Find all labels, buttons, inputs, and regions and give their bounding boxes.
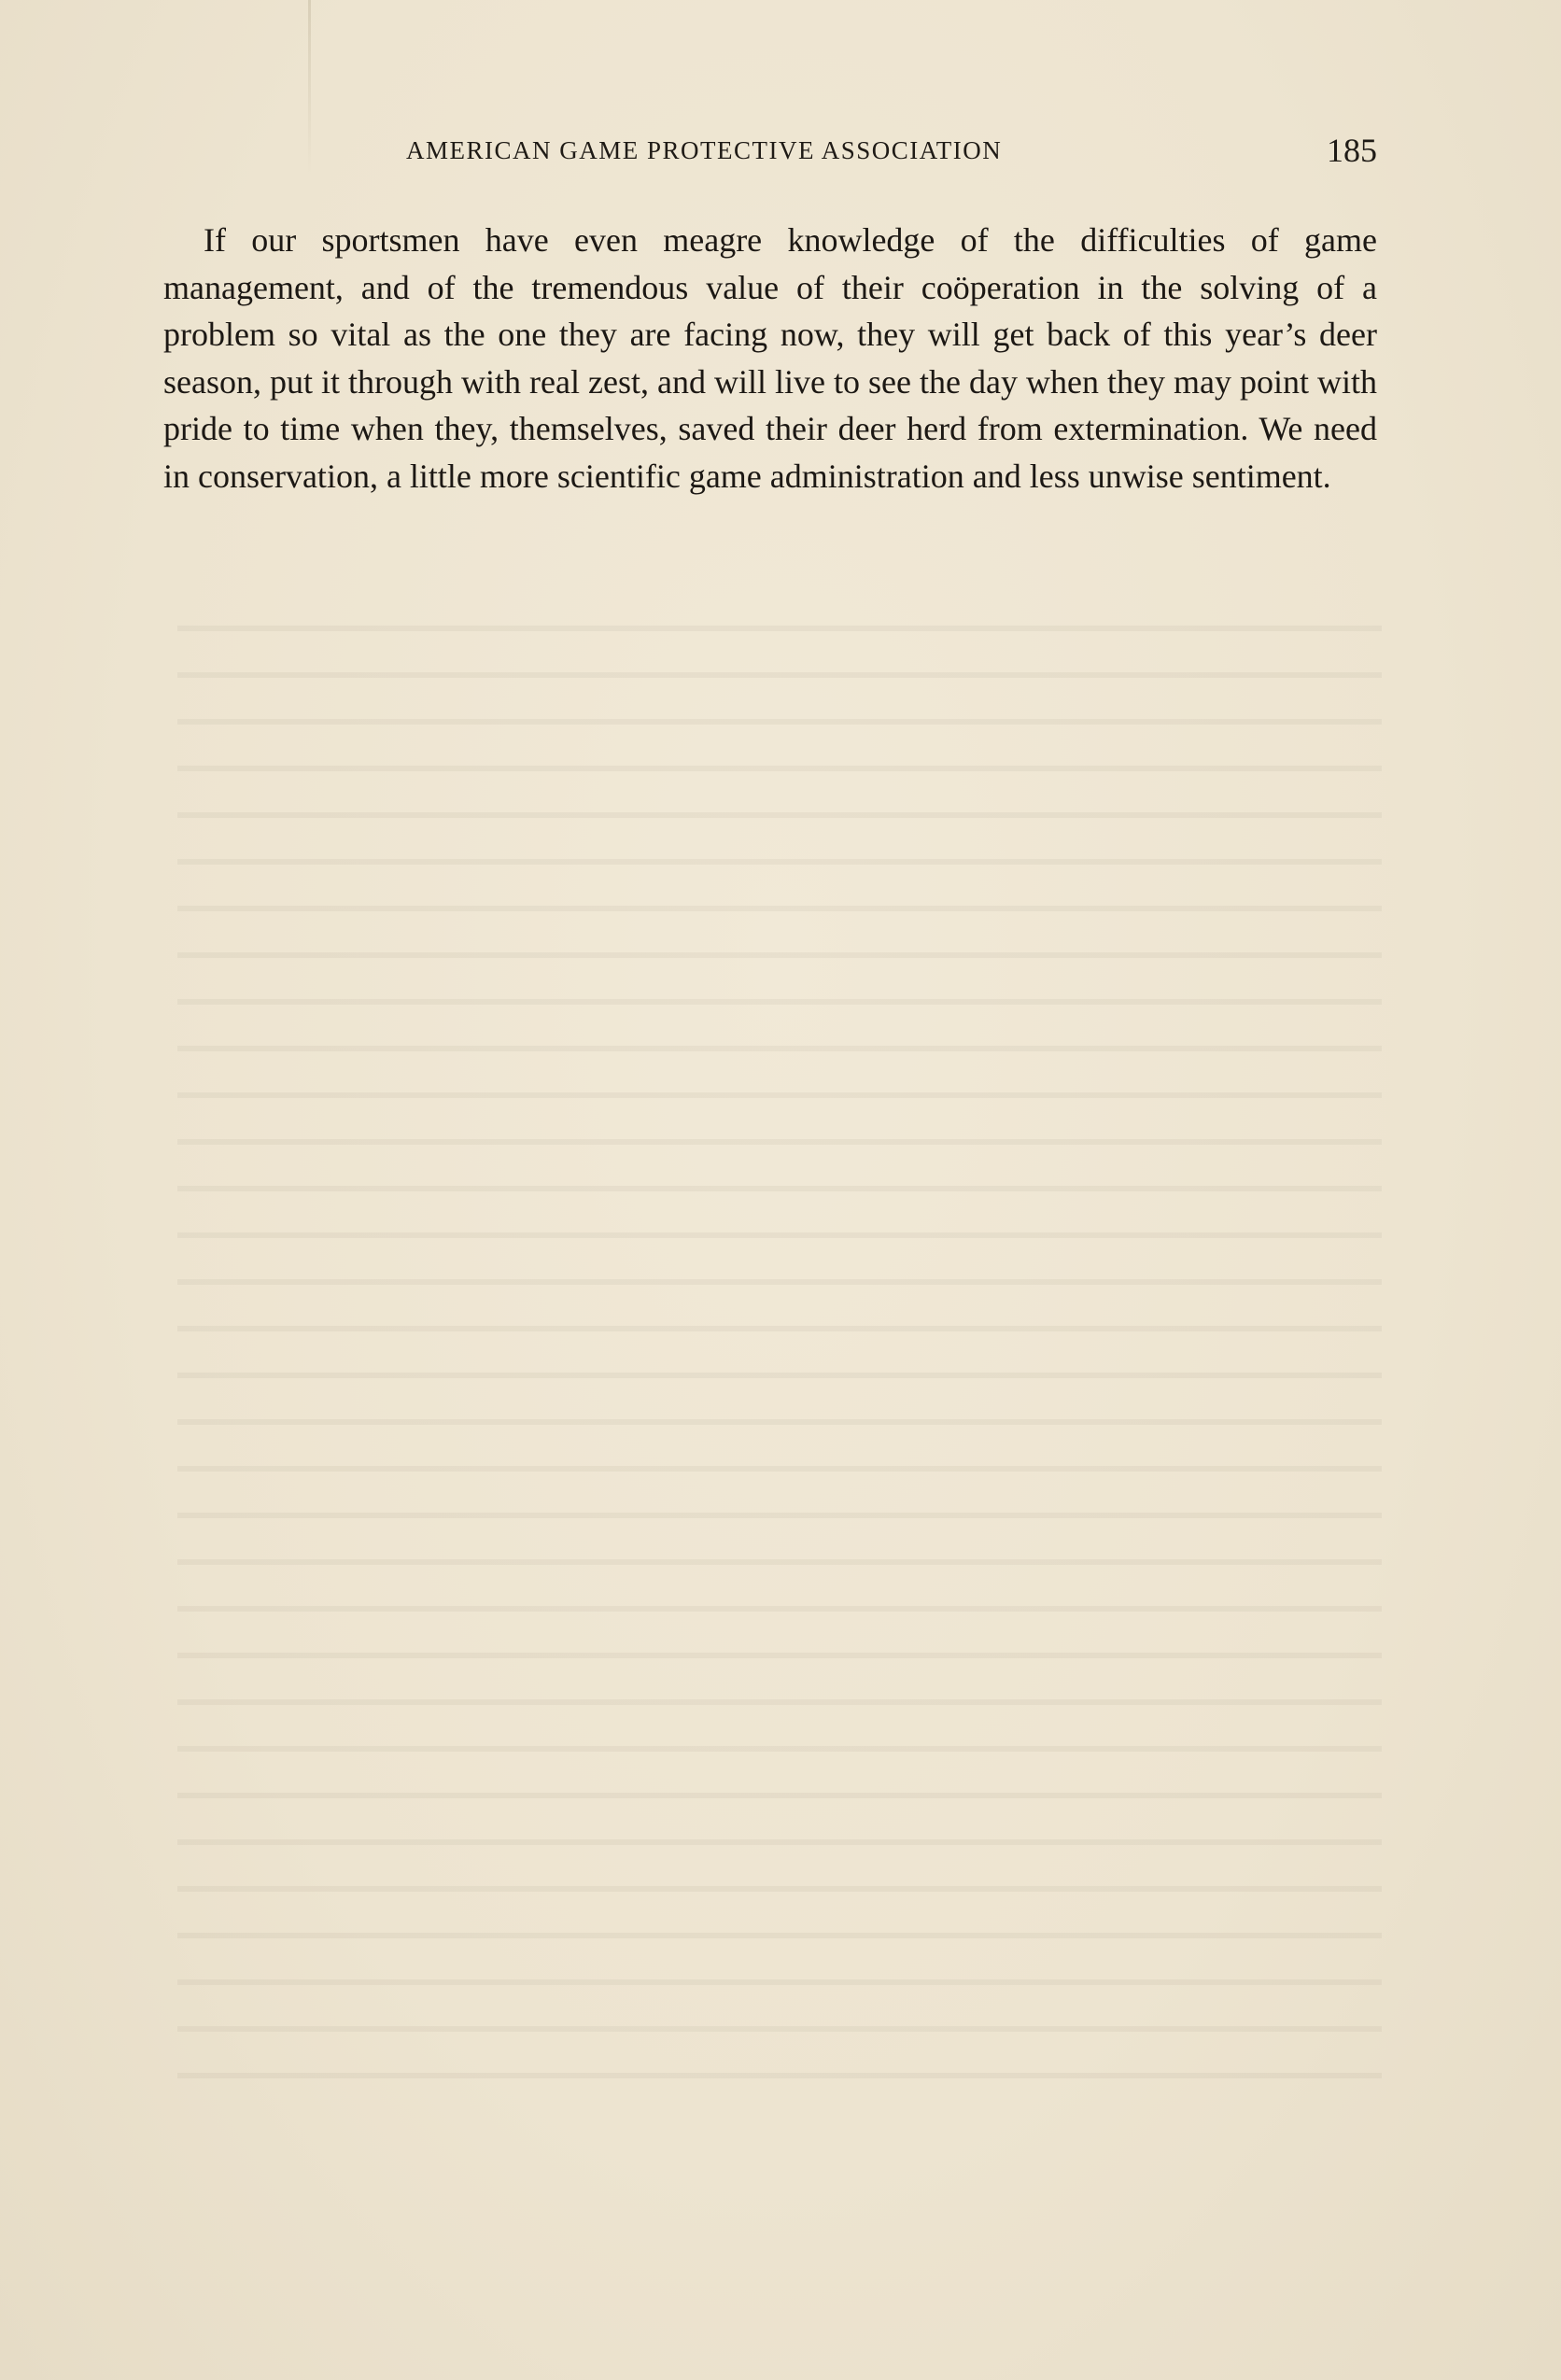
bleed-through-shadow [177, 598, 1382, 2091]
body-paragraph: If our sportsmen have even meagre knowledge of the difficulties of game management, and of the tremendous value of their coöperation in the solving of a problem so vital as the one they are facing now, they will get back of this year’s deer season, put it through with real zest, and will live to see the day when they may point with pride to time when they, themselves, saved their deer herd from extermination. We need in conservation, a little more scientific game administration and less unwise sentiment. [163, 221, 1377, 495]
header-title: AMERICAN GAME PROTECTIVE ASSOCIATION [406, 136, 1003, 164]
running-header [163, 131, 1377, 168]
page-number: 185 [1327, 132, 1377, 169]
